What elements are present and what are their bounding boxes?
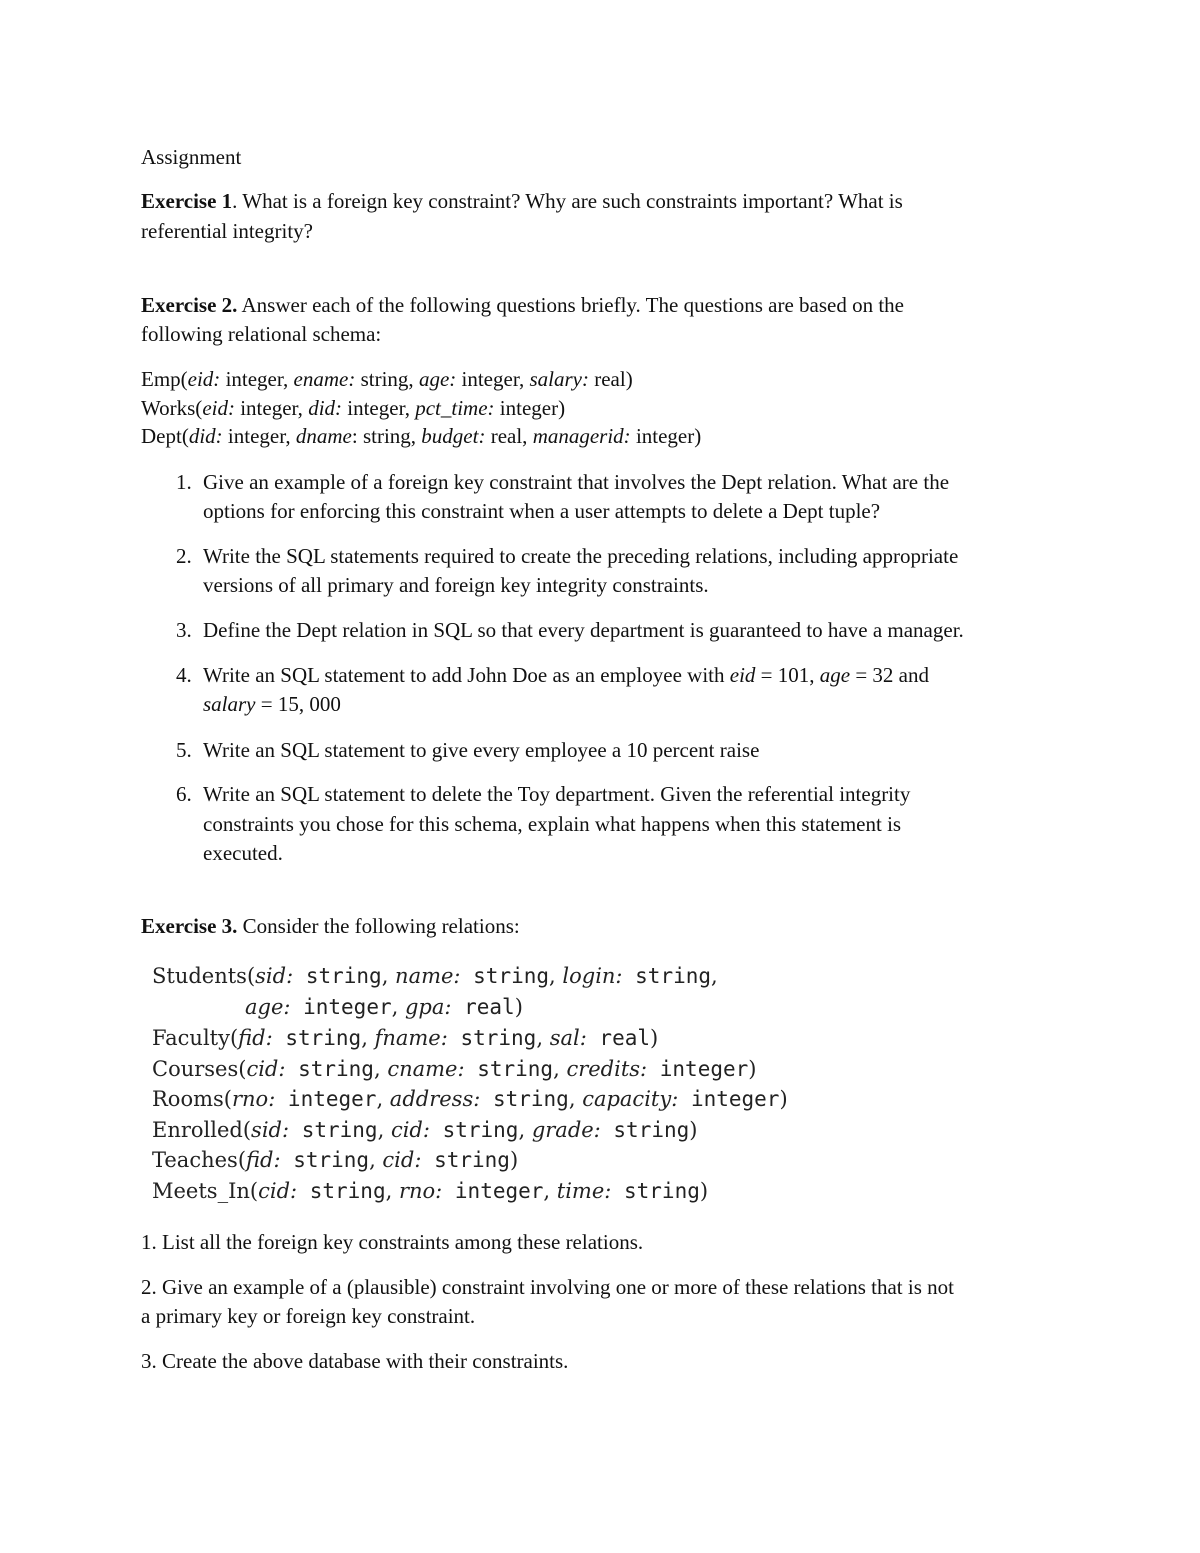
relation-rooms: Rooms(rno: integer, address: string, capacity: integer) <box>152 1087 788 1111</box>
question-6-line-3: executed. <box>203 841 283 865</box>
question-6-line-1: Write an SQL statement to delete the Toy department. Given the referential integrity <box>203 782 911 806</box>
question-2-line-1: Write the SQL statements required to create the preceding relations, including appropriate <box>203 544 959 568</box>
question-2-line-2: versions of all primary and foreign key integrity constraints. <box>203 573 709 597</box>
question-4-number: 4. <box>176 663 192 687</box>
question-5-number: 5. <box>176 738 192 762</box>
question-6-number: 6. <box>176 782 192 806</box>
relation-students-cont: age: integer, gpa: real) <box>245 995 523 1019</box>
exercise-1-line-2: referential integrity? <box>141 219 313 243</box>
relation-teaches: Teaches(fid: string, cid: string) <box>152 1148 519 1172</box>
question-1-line-1: Give an example of a foreign key constraint that involves the Dept relation. What are the <box>203 470 950 494</box>
page-title: Assignment <box>141 145 242 169</box>
question-1-number: 1. <box>176 470 192 494</box>
exercise-3-intro: Exercise 3. Consider the following relations: <box>141 914 520 938</box>
question-5-line-1: Write an SQL statement to give every employee a 10 percent raise <box>203 738 760 762</box>
question-4-line-2: salary = 15, 000 <box>203 692 341 716</box>
question-3-number: 3. <box>176 618 192 642</box>
exercise-3-question-2-line-2: a primary key or foreign key constraint. <box>141 1304 476 1328</box>
exercise-3-question-2-line-1: 2. Give an example of a (plausible) constraint involving one or more of these relations that is not <box>141 1275 954 1299</box>
relation-faculty: Faculty(fid: string, fname: string, sal: real) <box>152 1026 659 1050</box>
question-3-line-1: Define the Dept relation in SQL so that every department is guaranteed to have a manager. <box>203 618 964 642</box>
schema-emp: Emp(eid: integer, ename: string, age: integer, salary: real) <box>141 367 633 391</box>
exercise-3-question-3: 3. Create the above database with their constraints. <box>141 1349 569 1373</box>
exercise-2-label: Exercise 2. <box>141 293 238 317</box>
relation-enrolled: Enrolled(sid: string, cid: string, grade: string) <box>152 1118 698 1142</box>
relation-courses: Courses(cid: string, cname: string, credits: integer) <box>152 1057 757 1081</box>
exercise-2-line-2: following relational schema: <box>141 322 382 346</box>
exercise-1-line-1: Exercise 1. What is a foreign key constraint? Why are such constraints important? What is <box>141 189 903 213</box>
exercise-3-label: Exercise 3. <box>141 914 238 938</box>
exercise-2-line-1: Exercise 2. Answer each of the following questions briefly. The questions are based on the <box>141 293 905 317</box>
question-4-line-1: Write an SQL statement to add John Doe as an employee with eid = 101, age = 32 and <box>203 663 929 687</box>
relation-students: Students(sid: string, name: string, login: string, <box>152 964 718 988</box>
exercise-3-question-1: 1. List all the foreign key constraints among these relations. <box>141 1230 644 1254</box>
schema-works: Works(eid: integer, did: integer, pct_time: integer) <box>141 396 566 420</box>
question-1-line-2: options for enforcing this constraint when a user attempts to delete a Dept tuple? <box>203 499 881 523</box>
exercise-1-label: Exercise 1 <box>141 189 233 213</box>
question-6-line-2: constraints you chose for this schema, explain what happens when this statement is <box>203 812 902 836</box>
schema-dept: Dept(did: integer, dname: string, budget: real, managerid: integer) <box>141 424 702 448</box>
relation-meets-in: Meets_In(cid: string, rno: integer, time: string) <box>152 1179 709 1203</box>
question-2-number: 2. <box>176 544 192 568</box>
